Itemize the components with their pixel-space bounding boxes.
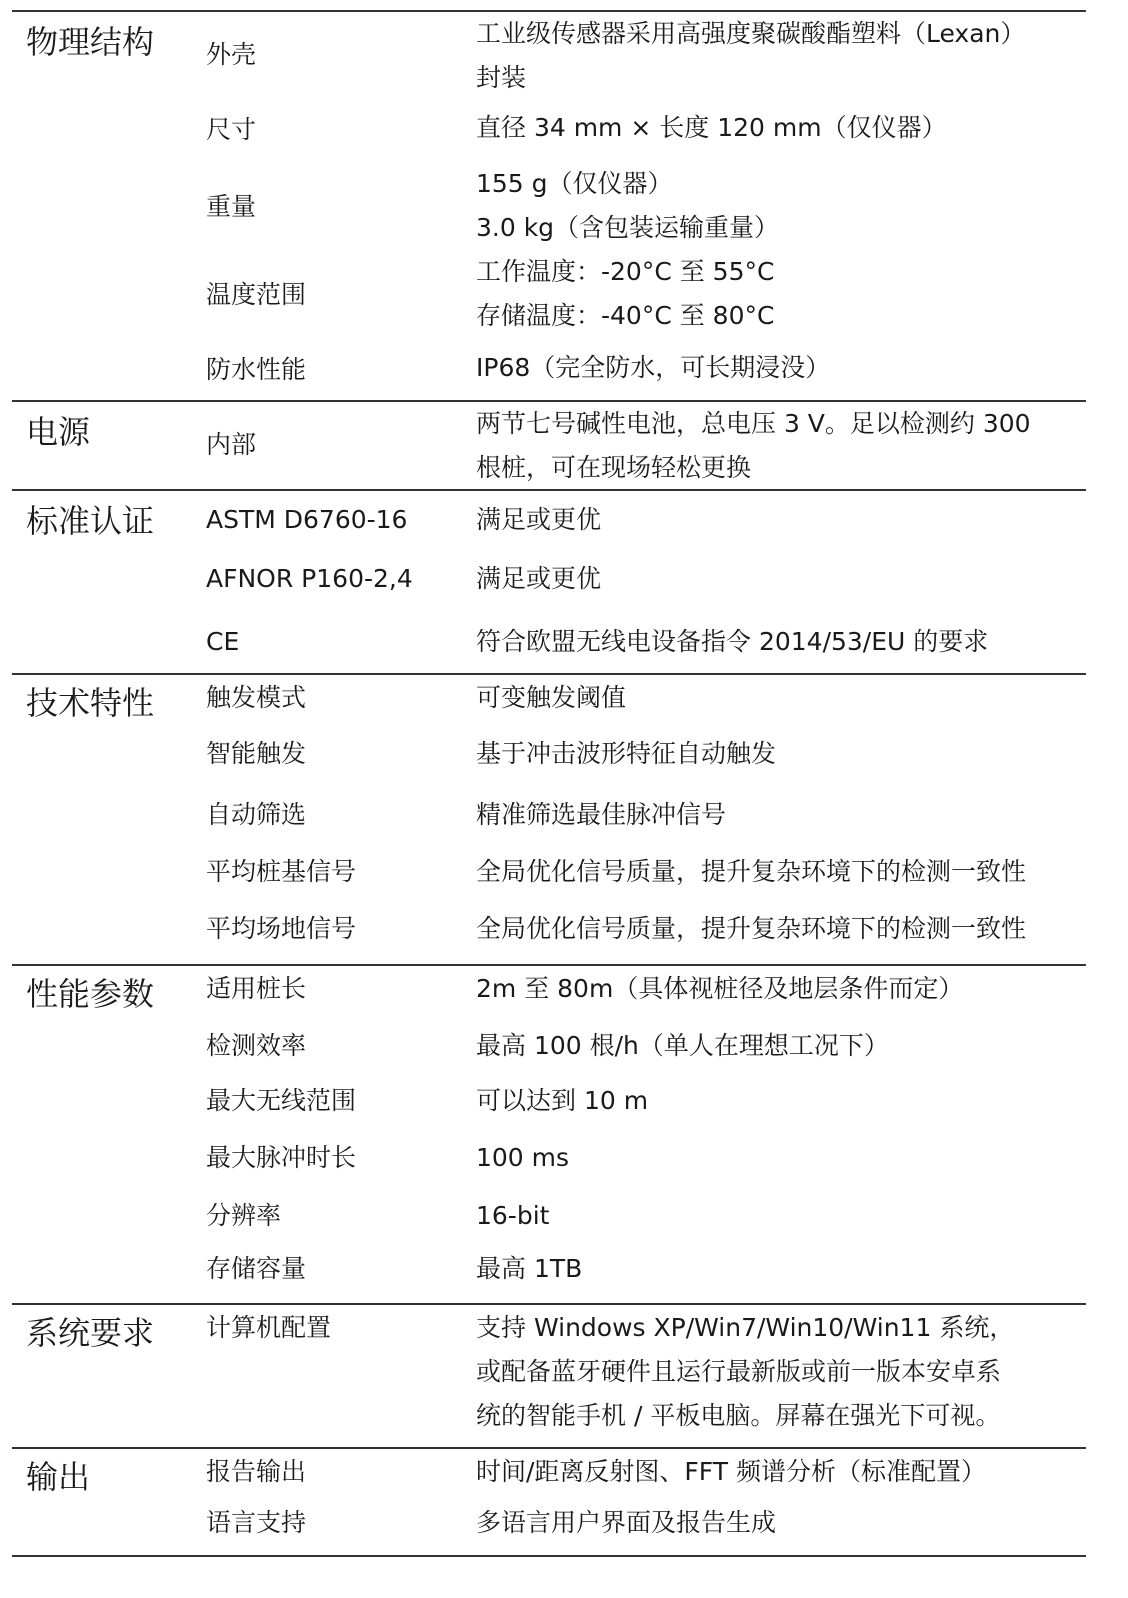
item-value [476,732,1086,776]
value-line: IP68（完全防水，可长期浸没） [476,353,831,382]
item-label: 外壳 [206,40,257,69]
item-label: 触发模式 [206,683,307,712]
value-line: 满足或更优 [476,505,602,534]
item-label: 重量 [206,192,257,221]
item-label: CE [206,627,240,656]
value-line: 统的智能手机 / 平板电脑。屏幕在强光下可视。 [476,1401,1001,1430]
value-line: 工作温度：-20°C 至 55°C [476,257,775,286]
item-label: 报告输出 [206,1457,307,1486]
item-label: 温度范围 [206,280,307,309]
section-certification [12,489,1086,673]
item-label: 分辨率 [206,1201,282,1230]
item-label: AFNOR P160-2,4 [206,564,413,593]
item-value [476,1501,1086,1545]
item-label: 检测效率 [206,1031,307,1060]
item-label: 防水性能 [206,355,307,384]
item-label: 内部 [206,430,257,459]
section-power [12,400,1086,489]
value-line: 直径 34 mm × 长度 120 mm（仅仪器） [476,113,947,142]
item-value [476,620,1086,664]
item-value [476,106,1086,150]
item-value [476,850,1086,894]
item-label: 适用桩长 [206,974,307,1003]
item-label: 语言支持 [206,1508,307,1537]
value-line: 155 g（仅仪器） [476,169,673,198]
item-value [476,1194,1086,1238]
section-title: 标准认证 [26,502,155,540]
item-value [476,557,1086,601]
section-output [12,1447,1086,1557]
item-value [476,907,1086,951]
item-value [476,1136,1086,1180]
item-label: 存储容量 [206,1254,307,1283]
item-value [476,1247,1086,1291]
value-line: 精准筛选最佳脉冲信号 [476,800,727,829]
value-line: 或配备蓝牙硬件且运行最新版或前一版本安卓系 [476,1357,1002,1386]
item-value [476,967,1086,1011]
item-value [476,250,1086,338]
section-title: 性能参数 [26,975,155,1013]
value-line: 两节七号碱性电池，总电压 3 V。足以检测约 300 [476,409,1031,438]
item-value [476,1079,1086,1123]
section-system-requirements [12,1303,1086,1447]
value-line: 满足或更优 [476,564,602,593]
section-physical-structure [12,10,1086,400]
item-value [476,346,1086,390]
item-label: 智能触发 [206,739,307,768]
value-line: 封装 [476,63,527,92]
value-line: 工业级传感器采用高强度聚碳酸酯塑料（Lexan） [476,19,1026,48]
item-value [476,402,1086,490]
item-value [476,1306,1086,1438]
section-title: 物理结构 [26,23,155,61]
section-performance [12,964,1086,1303]
item-label: 最大脉冲时长 [206,1143,357,1172]
item-value [476,1024,1086,1068]
value-line: 全局优化信号质量，提升复杂环境下的检测一致性 [476,857,1027,886]
value-line: 100 ms [476,1143,570,1172]
value-line: 2m 至 80m（具体视桩径及地层条件而定） [476,974,964,1003]
item-label: ASTM D6760-16 [206,505,408,534]
section-technical-features [12,673,1086,964]
item-value [476,162,1086,250]
item-label: 平均场地信号 [206,914,357,943]
value-line: 全局优化信号质量，提升复杂环境下的检测一致性 [476,914,1027,943]
item-value [476,676,1086,720]
section-title: 系统要求 [26,1314,155,1352]
value-line: 多语言用户界面及报告生成 [476,1508,777,1537]
value-line: 可以达到 10 m [476,1086,649,1115]
section-title: 电源 [26,413,91,451]
item-label: 自动筛选 [206,800,307,829]
value-line: 可变触发阈值 [476,683,627,712]
item-value [476,1450,1086,1494]
section-title: 输出 [26,1458,91,1496]
value-line: 符合欧盟无线电设备指令 2014/53/EU 的要求 [476,627,989,656]
item-label: 尺寸 [206,115,257,144]
item-value [476,12,1086,100]
value-line: 最高 100 根/h（单人在理想工况下） [476,1031,889,1060]
item-label: 最大无线范围 [206,1086,357,1115]
value-line: 最高 1TB [476,1254,583,1283]
item-value [476,793,1086,837]
value-line: 支持 Windows XP/Win7/Win10/Win11 系统， [476,1313,1015,1342]
spec-table [12,10,1086,1557]
item-label: 平均桩基信号 [206,857,357,886]
value-line: 基于冲击波形特征自动触发 [476,739,777,768]
value-line: 根桩，可在现场轻松更换 [476,453,752,482]
value-line: 16-bit [476,1201,550,1230]
value-line: 存储温度：-40°C 至 80°C [476,301,775,330]
value-line: 3.0 kg（含包装运输重量） [476,213,780,242]
value-line: 时间/距离反射图、FFT 频谱分析（标准配置） [476,1457,986,1486]
item-label: 计算机配置 [206,1313,332,1342]
item-value [476,498,1086,542]
section-title: 技术特性 [26,684,155,722]
